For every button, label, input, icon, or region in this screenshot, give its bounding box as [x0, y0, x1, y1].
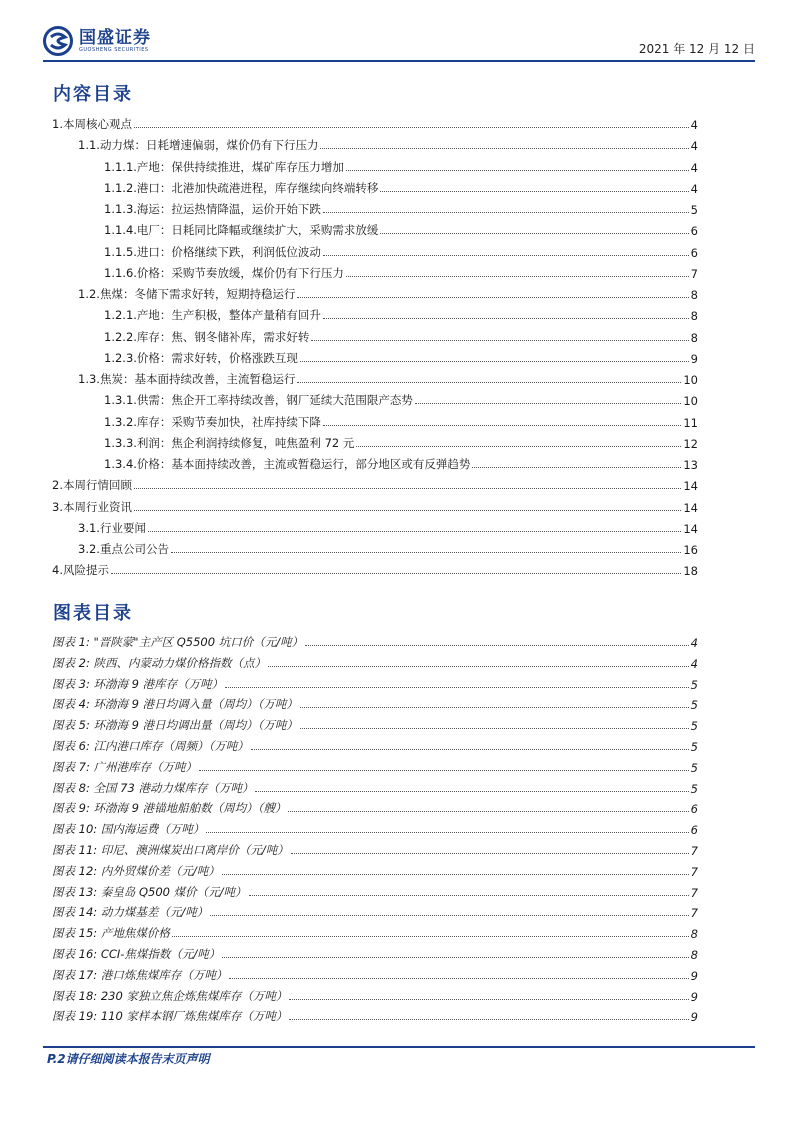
- dot-leader: [311, 340, 688, 341]
- figure-entry[interactable]: [52, 734, 698, 754]
- toc-entry[interactable]: [52, 112, 698, 132]
- toc-entry-page: 8: [690, 288, 698, 302]
- toc-entry[interactable]: [104, 197, 698, 217]
- toc-entry[interactable]: [104, 346, 698, 366]
- figure-entry[interactable]: [52, 963, 698, 983]
- dot-leader: [148, 531, 681, 532]
- figure-entry-page: 5: [690, 740, 698, 754]
- figure-list-title: 图表目录: [53, 603, 133, 624]
- toc-entry[interactable]: [104, 155, 698, 175]
- figure-entry[interactable]: [52, 755, 698, 775]
- figure-entry-page: 5: [690, 719, 698, 734]
- figure-entry[interactable]: [52, 880, 698, 900]
- toc-title: 内容目录: [53, 84, 133, 105]
- toc-entry-page: 4: [690, 118, 698, 132]
- toc-entry[interactable]: [78, 282, 698, 302]
- toc-entry-label: 1.1.1.产地：保供持续推进，煤矿库存压力增加: [104, 159, 344, 174]
- dot-leader: [305, 645, 689, 646]
- toc-entry-page: 11: [683, 415, 698, 430]
- toc-entry-label: 2.本周行情回顾: [52, 478, 132, 493]
- figure-entry-page: 6: [690, 802, 698, 817]
- dot-leader: [199, 770, 689, 771]
- figure-entry[interactable]: [52, 900, 698, 920]
- dot-leader: [346, 170, 689, 171]
- toc-entry-label: 1.1.5.进口：价格继续下跌，利润低位波动: [104, 244, 321, 259]
- toc-entry-page: 8: [690, 309, 698, 324]
- toc-entry-page: 7: [690, 266, 698, 281]
- figure-entry-page: 5: [690, 781, 698, 796]
- toc-entry[interactable]: [104, 410, 698, 430]
- figure-entry-page: 5: [690, 760, 698, 775]
- dot-leader: [255, 791, 688, 792]
- dot-leader: [210, 915, 688, 916]
- dot-leader: [289, 999, 688, 1000]
- toc-entry[interactable]: [104, 303, 698, 323]
- dot-leader: [289, 1019, 688, 1020]
- figure-entry[interactable]: [52, 692, 698, 712]
- toc-entry-label: 3.2.重点公司公告: [78, 542, 169, 556]
- toc-entry-label: 1.本周核心观点: [52, 117, 132, 131]
- footer-disclaimer: P.2请仔细阅读本报告末页声明: [47, 1052, 210, 1066]
- figure-entry-page: 5: [690, 698, 698, 713]
- toc-entry-label: 1.2.2.库存：焦、钢冬储补库，需求好转: [104, 329, 310, 344]
- toc-entry-page: 4: [690, 181, 698, 196]
- toc-entry[interactable]: [52, 558, 698, 578]
- figure-entry-label: 图表 7: 广州港库存（万吨）: [52, 759, 198, 774]
- toc-entry-page: 14: [683, 500, 698, 515]
- figure-entry-page: 4: [690, 636, 698, 650]
- dot-leader: [222, 874, 689, 875]
- toc-entry-label: 1.3.3.利润：焦企利润持续修复，吨焦盈利 72 元: [104, 435, 355, 450]
- figure-entry-label: 图表 11: 印尼、澳洲煤炭出口离岸价（元/吨）: [52, 843, 289, 857]
- toc-entry[interactable]: [52, 495, 698, 515]
- toc-entry-label: 1.1.6.价格：采购节奏放缓，煤价仍有下行压力: [104, 265, 344, 280]
- dot-leader: [346, 276, 689, 277]
- toc-entry-page: 10: [683, 373, 698, 387]
- dot-leader: [380, 191, 688, 192]
- dot-leader: [320, 148, 688, 149]
- figure-entry-label: 图表 8: 全国 73 港动力煤库存（万吨）: [52, 780, 254, 795]
- dot-leader: [249, 895, 689, 896]
- toc-entry[interactable]: [104, 452, 698, 472]
- toc-entry-label: 4.风险提示: [52, 563, 109, 578]
- dot-leader: [206, 832, 688, 833]
- dot-leader: [222, 957, 688, 958]
- footer-divider: [43, 1046, 755, 1048]
- figure-entry-page: 7: [690, 885, 698, 900]
- toc-entry-page: 6: [690, 245, 698, 260]
- figure-entry-label: 图表 12: 内外贸煤价差（元/吨）: [52, 863, 220, 878]
- figure-entry-label: 图表 19: 110 家样本钢厂炼焦煤库存（万吨）: [52, 1009, 288, 1024]
- figure-entry-page: 6: [690, 823, 698, 838]
- toc-entry-page: 4: [690, 160, 698, 175]
- figure-entry-label: 图表 14: 动力煤基差（元/吨）: [52, 905, 209, 920]
- dot-leader: [291, 853, 689, 854]
- toc-entry-page: 12: [683, 436, 698, 451]
- dot-leader: [380, 233, 688, 234]
- toc-entry-page: 4: [690, 139, 698, 154]
- figure-entry[interactable]: [52, 651, 698, 671]
- dot-leader: [288, 811, 688, 812]
- dot-leader: [229, 978, 688, 979]
- dot-leader: [134, 488, 681, 489]
- toc-entry-label: 1.3.4.价格：基本面持续改善，主流或暂稳运行，部分地区或有反弹趋势: [104, 457, 471, 471]
- figure-entry[interactable]: [52, 1004, 698, 1024]
- toc-entry-label: 1.2.3.价格：需求好转，价格涨跌互现: [104, 350, 298, 365]
- toc-entry[interactable]: [104, 325, 698, 345]
- dot-leader: [300, 707, 689, 708]
- report-date: 2021 年 12 月 12 日: [638, 42, 755, 56]
- dot-leader: [297, 382, 681, 383]
- figure-entry-label: 图表 2: 陕西、内蒙动力煤价格指数（点）: [52, 655, 267, 670]
- toc-entry-label: 3.本周行业资讯: [52, 499, 132, 514]
- dot-leader: [172, 936, 689, 937]
- toc-entry-page: 18: [683, 564, 698, 579]
- toc-entry-page: 6: [690, 224, 698, 239]
- figure-entry[interactable]: [52, 942, 698, 962]
- figure-entry[interactable]: [52, 817, 698, 837]
- toc-entry[interactable]: [104, 388, 698, 408]
- figure-entry[interactable]: [52, 713, 698, 733]
- toc-entry-label: 1.1.3.海运：拉运热情降温，运价开始下跌: [104, 202, 321, 216]
- figure-entry-label: 图表 1: "晋陕蒙"主产区 Q5500 坑口价（元/吨）: [52, 635, 304, 649]
- toc-entry-page: 13: [683, 458, 698, 472]
- figure-entry-label: 图表 15: 产地焦煤价格: [52, 926, 170, 941]
- toc-entry-label: 1.2.焦煤：冬储下需求好转，短期持稳运行: [78, 287, 296, 301]
- toc-entry-page: 10: [683, 394, 698, 409]
- dot-leader: [300, 728, 689, 729]
- figure-entry-label: 图表 3: 环渤海 9 港库存（万吨）: [52, 676, 224, 691]
- toc-entry[interactable]: [78, 516, 698, 536]
- toc-entry-page: 14: [683, 521, 698, 536]
- figure-entry-page: 9: [690, 968, 698, 983]
- figure-entry-label: 图表 5: 环渤海 9 港日均调出量（周均）（万吨）: [52, 718, 298, 733]
- figure-entry-label: 图表 9: 环渤海 9 港锚地船舶数（周均）（艘）: [52, 801, 287, 816]
- figure-entry-page: 7: [690, 844, 698, 858]
- toc-entry-label: 1.3.1.供需：焦企开工率持续改善，钢厂延续大范围限产态势: [104, 393, 413, 408]
- toc-entry-page: 5: [690, 203, 698, 217]
- figure-entry[interactable]: [52, 776, 698, 796]
- figure-entry-page: 8: [690, 927, 698, 942]
- dot-leader: [297, 297, 688, 298]
- dot-leader: [134, 510, 681, 511]
- toc-entry-page: 9: [690, 351, 698, 366]
- figure-entry-page: 8: [690, 948, 698, 962]
- dot-leader: [225, 687, 689, 688]
- figure-entry[interactable]: [52, 984, 698, 1004]
- figure-entry-label: 图表 13: 秦皇岛 Q500 煤价（元/吨）: [52, 884, 247, 899]
- logo-name-cn: 国盛证券: [79, 27, 151, 48]
- toc-entry[interactable]: [104, 261, 698, 281]
- dot-leader: [415, 403, 681, 404]
- toc-entry-label: 1.1.2.港口：北港加快疏港进程，库存继续向终端转移: [104, 180, 379, 195]
- dot-leader: [323, 255, 689, 256]
- toc-entry-page: 16: [683, 543, 698, 557]
- figure-entry-page: 7: [690, 864, 698, 879]
- dot-leader: [134, 127, 689, 128]
- figure-entry-page: 4: [690, 656, 698, 671]
- header-divider: [43, 60, 755, 62]
- logo-name-en: GUOSHENG SECURITIES: [79, 46, 149, 53]
- dot-leader: [323, 318, 689, 319]
- figure-entry-label: 图表 4: 环渤海 9 港日均调入量（周均）（万吨）: [52, 697, 298, 712]
- company-logo: [43, 24, 151, 58]
- toc-entry[interactable]: [78, 537, 698, 557]
- dot-leader: [472, 467, 681, 468]
- dot-leader: [171, 552, 681, 553]
- toc-entry[interactable]: [78, 133, 698, 153]
- toc-entry[interactable]: [104, 240, 698, 260]
- dot-leader: [300, 361, 689, 362]
- figure-entry[interactable]: [52, 859, 698, 879]
- figure-entry[interactable]: [52, 630, 698, 650]
- figure-entry-page: 9: [690, 989, 698, 1004]
- dot-leader: [323, 425, 681, 426]
- figure-entry-label: 图表 17: 港口炼焦煤库存（万吨）: [52, 967, 228, 982]
- toc-entry-label: 3.1.行业要闻: [78, 520, 146, 535]
- toc-entry[interactable]: [78, 367, 698, 387]
- dot-leader: [251, 749, 689, 750]
- page-header: [43, 24, 755, 64]
- figure-entry-label: 图表 10: 国内海运费（万吨）: [52, 822, 205, 837]
- toc-entry[interactable]: [104, 431, 698, 451]
- toc-entry-label: 1.1.4.电厂：日耗同比降幅或继续扩大，采购需求放缓: [104, 223, 379, 238]
- figure-entry-label: 图表 18: 230 家独立焦企炼焦煤库存（万吨）: [52, 988, 288, 1003]
- toc-entry-label: 1.3.2.库存：采购节奏加快，社库持续下降: [104, 414, 321, 429]
- figure-entry[interactable]: [52, 838, 698, 858]
- figure-entry[interactable]: [52, 796, 698, 816]
- toc-entry[interactable]: [52, 473, 698, 493]
- logo-mark-icon: [43, 26, 73, 56]
- toc-entry-page: 14: [683, 479, 698, 494]
- figure-entry-page: 7: [690, 906, 698, 921]
- toc-entry[interactable]: [104, 176, 698, 196]
- figure-entry-label: 图表 16: CCI-焦煤指数（元/吨）: [52, 947, 221, 961]
- figure-entry-label: 图表 6: 江内港口库存（周频）（万吨）: [52, 739, 249, 753]
- toc-entry-label: 1.3.焦炭：基本面持续改善，主流暂稳运行: [78, 372, 296, 386]
- figure-entry[interactable]: [52, 672, 698, 692]
- dot-leader: [268, 666, 689, 667]
- dot-leader: [111, 573, 681, 574]
- toc-entry-label: 1.2.1.产地：生产积极，整体产量稍有回升: [104, 308, 321, 323]
- toc-entry-label: 1.1.动力煤：日耗增速偏弱，煤价仍有下行压力: [78, 138, 319, 153]
- toc-entry[interactable]: [104, 218, 698, 238]
- figure-entry-page: 5: [690, 677, 698, 692]
- figure-entry[interactable]: [52, 921, 698, 941]
- figure-entry-page: 9: [690, 1010, 698, 1025]
- dot-leader: [356, 446, 681, 447]
- dot-leader: [323, 212, 689, 213]
- toc-entry-page: 8: [690, 330, 698, 345]
